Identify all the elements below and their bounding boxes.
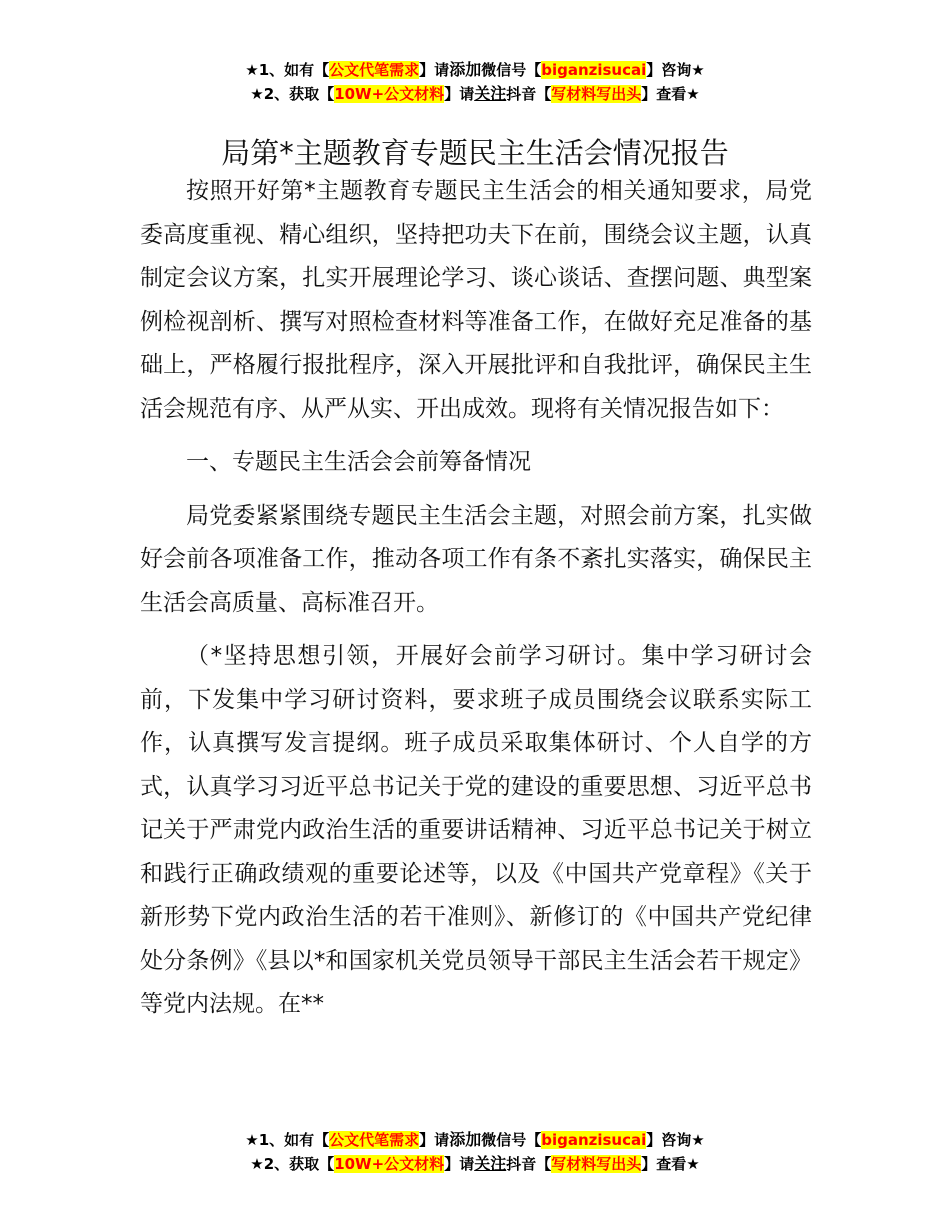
banner-line-1: ★1、如有【公文代笔需求】请添加微信号【biganzisucai】咨询★ — [245, 60, 705, 79]
paragraph-study-session: （*坚持思想引领，开展好会前学习研讨。集中学习研讨会前，下发集中学习研讨资料，要求班子成员围绕会议联系实际工作，认真撰写发言提纲。班子成员采取集体研讨、个人自学的方式，认真学习习近平总书记关于党的建设的重要思想、习近平总书记关于严肃党内政治生活的重要讲话精神、习近平总书记关于树立和践行正确政绩观的重要论述等，以及《中国共产党章程》《关于新形势下党内政治生活的若干准则》、新修订的《中国共产党纪律处分条例》《县以*和国家机关党员领导干部民主生活会若干规定》等党内法规。在** — [140, 643, 812, 1017]
highlight-wechat-id: biganzisucai — [541, 61, 647, 79]
section-heading: 一、专题民主生活会会前筹备情况 — [186, 449, 531, 475]
header-banner — [0, 58, 950, 106]
paragraph-intro: 按照开好第*主题教育专题民主生活会的相关通知要求，局党委高度重视、精心组织，坚持把功夫下在前，围绕会议主题，认真制定会议方案，扎实开展理论学习、谈心谈话、查摆问题、典型案例检视剖析、撰写对照检查材料等准备工作，在做好充足准备的基础上，严格履行报批程序，深入开展批评和自我批评，确保民主生活会规范有序、从严从实、开出成效。现将有关情况报告如下： — [140, 178, 812, 422]
highlight-materials: 10W+公文材料 — [334, 85, 445, 103]
highlight-wechat-id: biganzisucai — [541, 1131, 647, 1149]
banner-line-2: ★2、获取【10W+公文材料】请关注抖音【写材料写出头】查看★ — [250, 1154, 700, 1173]
highlight-materials: 10W+公文材料 — [334, 1155, 445, 1173]
highlight-service: 公文代笔需求 — [329, 61, 420, 79]
banner-line-1: ★1、如有【公文代笔需求】请添加微信号【biganzisucai】咨询★ — [245, 1130, 705, 1149]
banner-line-2: ★2、获取【10W+公文材料】请关注抖音【写材料写出头】查看★ — [250, 84, 700, 103]
highlight-douyin-account: 写材料写出头 — [551, 1155, 642, 1173]
highlight-service: 公文代笔需求 — [329, 1131, 420, 1149]
document-title: 局第*主题教育专题民主生活会情况报告 — [221, 136, 729, 171]
paragraph-section-summary: 局党委紧紧围绕专题民主生活会主题，对照会前方案，扎实做好会前各项准备工作，推动各项工作有条不紊扎实落实，确保民主生活会高质量、高标准召开。 — [140, 502, 812, 616]
footer-banner — [0, 1128, 950, 1176]
document-body — [140, 170, 812, 1027]
highlight-douyin-account: 写材料写出头 — [551, 85, 642, 103]
